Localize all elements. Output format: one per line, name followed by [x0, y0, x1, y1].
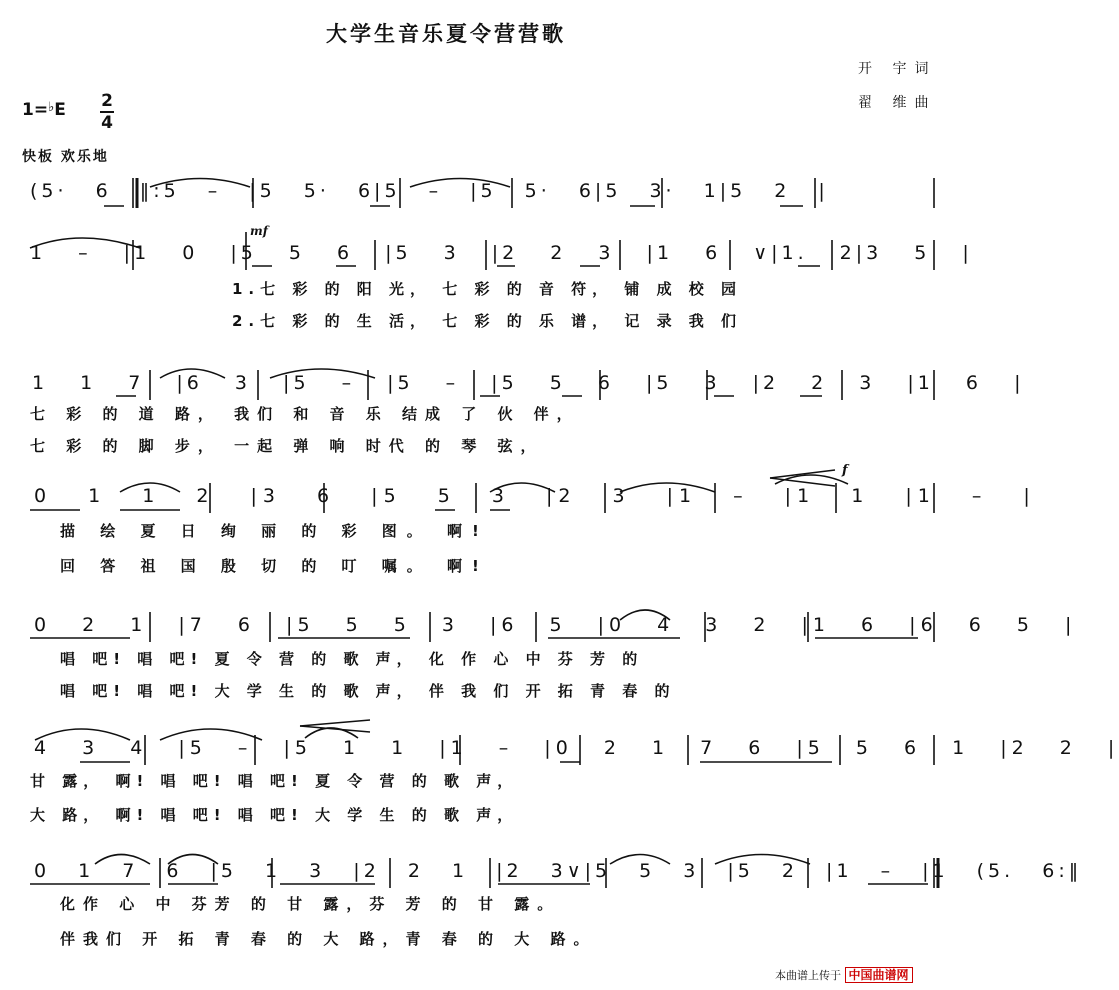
- system-5-notes: 0 2 1 |7 6 |5 5 5 3 |6 5 |0 4 3 2 |1 6 |6 6 5 |: [34, 614, 1077, 636]
- system-5-verse-2: 唱 吧! 唱 吧! 大 学 生 的 歌 声， 伴 我 们 开 拓 青 春 的: [60, 682, 676, 700]
- time-signature-top: 2: [101, 91, 113, 111]
- site-logo[interactable]: 中国曲谱网: [845, 967, 913, 983]
- system-7-verse-2: 伴我们 开 拓 青 春 的 大 路，青 春 的 大 路。: [60, 930, 597, 948]
- dynamic-f: f: [842, 463, 848, 478]
- system-6-notes: 4 3 4 |5 – |5 1 1 |1 – |0 2 1 7 6 |5 5 6 1 |2 2 |: [34, 737, 1119, 759]
- system-7-notes: 0 1 7 6 |5 1 3 |2 2 1 |2 3∨|5 5 3 |5 2 |1 – |1 (5. 6:‖: [34, 860, 1083, 882]
- system-2-notes: 1 – |1 0 |5 5 6 |5 3 |2 2 3 |1 6 ∨|1. 2|3 5 |: [30, 242, 973, 264]
- system-7-verse-1: 化作 心 中 芬芳 的 甘 露，芬 芳 的 甘 露。: [60, 895, 561, 913]
- system-5-verse-1: 唱 吧! 唱 吧! 夏 令 营 的 歌 声， 化 作 心 中 芬 芳 的: [60, 650, 644, 668]
- dynamic-mf: mf: [250, 224, 268, 238]
- system-4-verse-1: 描 绘 夏 日 绚 丽 的 彩 图。 啊!: [60, 522, 489, 540]
- system-3-verse-1: 七 彩 的 道 路， 我们 和 音 乐 结成 了 伙 伴，: [30, 405, 580, 423]
- upload-note: [775, 966, 913, 983]
- system-2-verse-2: 2.七 彩 的 生 活， 七 彩 的 乐 谱， 记 录 我 们: [232, 312, 743, 330]
- system-3-notes: 1 1 7 |6 3 |5 – |5 – |5 5 6 |5 3 |2 2 3 |1 6 |: [32, 372, 1025, 394]
- time-signature-bottom: 4: [101, 113, 113, 133]
- key-prefix: 1=: [22, 100, 49, 120]
- system-6-verse-1: 甘 露， 啊! 唱 吧! 唱 吧! 夏 令 营 的 歌 声，: [30, 772, 519, 790]
- system-1-notes: (5· 6 ‖:5 – |5 5· 6|5 – |5 5· 6|5 3· 1|5 2 |: [30, 180, 829, 202]
- system-4-verse-2: 回 答 祖 国 殷 切 的 叮 嘱。 啊!: [60, 557, 489, 575]
- system-6-verse-2: 大 路， 啊! 唱 吧! 唱 吧! 大 学 生 的 歌 声，: [30, 806, 519, 824]
- song-title: 大学生音乐夏令营营歌: [326, 21, 566, 46]
- system-4-notes: 0 1 1 2 |3 6 |5 5 3 |2 3 |1 – |1 1 |1 – |: [34, 485, 1036, 507]
- upload-text: 本曲谱上传于: [775, 969, 841, 982]
- lyricist-credit: 开 宇词: [858, 61, 937, 77]
- composer-credit: 翟 维曲: [858, 95, 937, 111]
- tempo-marking: 快板 欢乐地: [22, 149, 109, 165]
- flat-sign: ♭: [48, 100, 55, 115]
- key-note: E: [54, 100, 66, 120]
- system-3-verse-2: 七 彩 的 脚 步， 一起 弹 响 时代 的 琴 弦，: [30, 437, 544, 455]
- system-2-verse-1: 1.七 彩 的 阳 光， 七 彩 的 音 符， 铺 成 校 园: [232, 280, 743, 298]
